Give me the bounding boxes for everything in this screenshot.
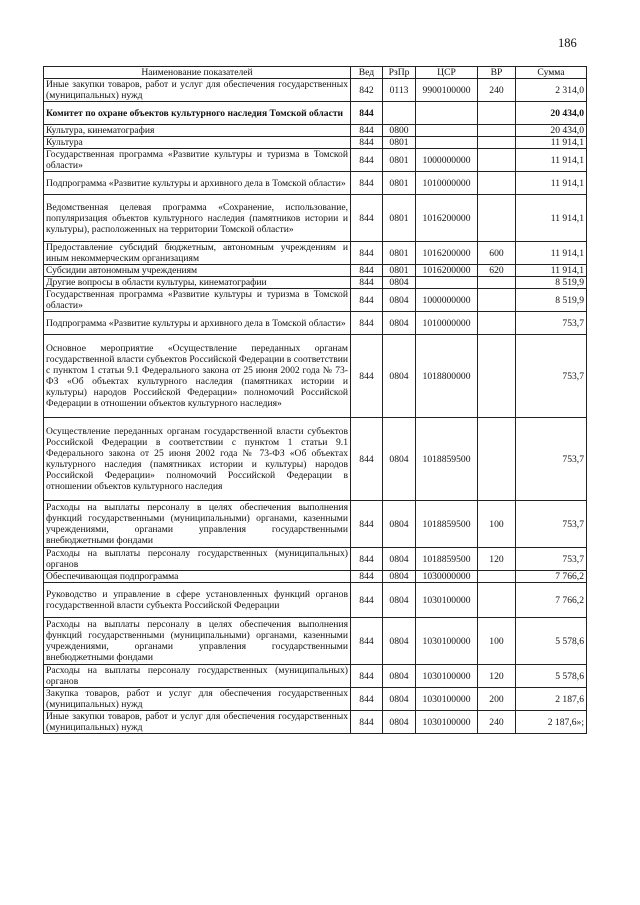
row-csr: 1030100000 [416, 711, 478, 734]
row-ved: 844 [351, 312, 383, 335]
row-vr [478, 289, 516, 312]
row-ved: 844 [351, 571, 383, 583]
row-sum: 11 914,1 [516, 172, 587, 195]
row-csr [416, 137, 478, 149]
row-rzpr: 0804 [383, 289, 416, 312]
row-rzpr: 0804 [383, 583, 416, 618]
column-header-ved: Вед [351, 67, 383, 79]
row-ved: 844 [351, 137, 383, 149]
row-csr: 1018859500 [416, 501, 478, 548]
row-name: Государственная программа «Развитие культуры и туризма в Томской области» [44, 149, 351, 172]
row-sum: 8 519,9 [516, 277, 587, 289]
column-header-vr: ВР [478, 67, 516, 79]
row-sum: 8 519,9 [516, 289, 587, 312]
row-ved: 844 [351, 102, 383, 125]
row-rzpr: 0804 [383, 277, 416, 289]
table-row [44, 688, 587, 711]
row-vr: 200 [478, 688, 516, 711]
row-vr: 240 [478, 711, 516, 734]
row-name: Расходы на выплаты персоналу государственных (муниципальных) органов [44, 548, 351, 571]
row-name: Обеспечивающая подпрограмма [44, 571, 351, 583]
row-rzpr: 0800 [383, 125, 416, 137]
row-vr [478, 335, 516, 418]
row-rzpr: 0804 [383, 335, 416, 418]
row-vr: 600 [478, 242, 516, 265]
row-name: Комитет по охране объектов культурного наследия Томской области [44, 102, 351, 125]
row-ved: 844 [351, 277, 383, 289]
table-row [44, 242, 587, 265]
row-csr: 1016200000 [416, 242, 478, 265]
table-row [44, 125, 587, 137]
row-ved: 844 [351, 335, 383, 418]
row-sum: 11 914,1 [516, 137, 587, 149]
row-vr [478, 583, 516, 618]
row-name: Другие вопросы в области культуры, кинематографии [44, 277, 351, 289]
row-sum: 753,7 [516, 548, 587, 571]
table-row [44, 312, 587, 335]
row-csr: 1000000000 [416, 149, 478, 172]
column-header-csr: ЦСР [416, 67, 478, 79]
table-row [44, 137, 587, 149]
row-ved: 844 [351, 242, 383, 265]
row-ved: 844 [351, 548, 383, 571]
row-sum: 753,7 [516, 335, 587, 418]
row-vr [478, 172, 516, 195]
row-sum: 11 914,1 [516, 242, 587, 265]
column-header-sum: Сумма [516, 67, 587, 79]
row-sum: 2 187,6 [516, 688, 587, 711]
row-rzpr: 0804 [383, 418, 416, 501]
row-csr: 1016200000 [416, 195, 478, 242]
row-rzpr: 0804 [383, 711, 416, 734]
row-ved: 844 [351, 418, 383, 501]
row-vr: 100 [478, 501, 516, 548]
row-vr [478, 195, 516, 242]
row-rzpr: 0801 [383, 172, 416, 195]
row-csr: 1018859500 [416, 548, 478, 571]
table-row [44, 79, 587, 102]
table-row [44, 149, 587, 172]
row-csr [416, 277, 478, 289]
row-sum: 11 914,1 [516, 149, 587, 172]
row-rzpr: 0804 [383, 312, 416, 335]
row-vr [478, 418, 516, 501]
row-sum: 5 578,6 [516, 665, 587, 688]
row-sum: 7 766,2 [516, 583, 587, 618]
table-row [44, 195, 587, 242]
row-sum: 2 314,0 [516, 79, 587, 102]
row-csr: 1030100000 [416, 688, 478, 711]
row-name: Расходы на выплаты персоналу в целях обеспечения выполнения функций государственными (муниципальными) органами, казенными учреждениями, органами управления государственными внебюджетными фондами [44, 618, 351, 665]
row-sum: 5 578,6 [516, 618, 587, 665]
table-row [44, 548, 587, 571]
row-vr [478, 102, 516, 125]
row-name: Иные закупки товаров, работ и услуг для обеспечения государственных (муниципальных) нужд [44, 79, 351, 102]
row-rzpr: 0801 [383, 242, 416, 265]
row-name: Расходы на выплаты персоналу в целях обеспечения выполнения функций государственными (муниципальными) органами, казенными учреждениями, органами управления государственными внебюджетными фондами [44, 501, 351, 548]
row-name: Предоставление субсидий бюджетным, автономным учреждениям и иным некоммерческим организациям [44, 242, 351, 265]
row-ved: 844 [351, 125, 383, 137]
row-rzpr: 0801 [383, 137, 416, 149]
table-row [44, 583, 587, 618]
row-csr: 1018859500 [416, 418, 478, 501]
column-header-rzpr: РзПр [383, 67, 416, 79]
row-name: Культура [44, 137, 351, 149]
table-row [44, 711, 587, 734]
row-vr: 120 [478, 665, 516, 688]
table-row [44, 289, 587, 312]
table-header-row [44, 67, 587, 79]
row-ved: 844 [351, 289, 383, 312]
table-row [44, 335, 587, 418]
row-vr: 120 [478, 548, 516, 571]
row-csr: 1030100000 [416, 618, 478, 665]
row-ved: 844 [351, 149, 383, 172]
table-row [44, 501, 587, 548]
page-number: 186 [558, 36, 577, 50]
row-rzpr: 0804 [383, 571, 416, 583]
row-ved: 844 [351, 172, 383, 195]
row-vr: 100 [478, 618, 516, 665]
row-vr [478, 312, 516, 335]
row-ved: 844 [351, 501, 383, 548]
row-rzpr: 0804 [383, 501, 416, 548]
table-row [44, 571, 587, 583]
row-ved: 844 [351, 665, 383, 688]
row-rzpr: 0804 [383, 688, 416, 711]
table-row [44, 277, 587, 289]
row-ved: 844 [351, 618, 383, 665]
row-sum: 20 434,0 [516, 102, 587, 125]
row-csr: 1010000000 [416, 312, 478, 335]
row-ved: 844 [351, 711, 383, 734]
table-row [44, 265, 587, 277]
row-name: Субсидии автономным учреждениям [44, 265, 351, 277]
row-sum: 2 187,6»; [516, 711, 587, 734]
row-csr: 1018800000 [416, 335, 478, 418]
row-rzpr: 0801 [383, 149, 416, 172]
row-name: Ведомственная целевая программа «Сохранение, использование, популяризация объектов культурного наследия (памятников истории и культуры), расположенных на территории Томской области» [44, 195, 351, 242]
row-rzpr: 0804 [383, 618, 416, 665]
row-csr: 1030100000 [416, 665, 478, 688]
row-vr: 240 [478, 79, 516, 102]
row-rzpr: 0801 [383, 195, 416, 242]
budget-table [43, 66, 587, 734]
row-csr: 1030100000 [416, 583, 478, 618]
table-row [44, 102, 587, 125]
row-csr: 1000000000 [416, 289, 478, 312]
table-row [44, 172, 587, 195]
row-ved: 842 [351, 79, 383, 102]
row-ved: 844 [351, 265, 383, 277]
row-csr: 1010000000 [416, 172, 478, 195]
row-csr: 1016200000 [416, 265, 478, 277]
row-name: Руководство и управление в сфере установленных функций органов государственной власти субъекта Российской Федерации [44, 583, 351, 618]
row-name: Подпрограмма «Развитие культуры и архивного дела в Томской области» [44, 312, 351, 335]
row-name: Осуществление переданных органам государственной власти субъектов Российской Федерации в соответствии с пунктом 1 статьи 9.1 Федерального закона от 25 июня 2002 года № 73-ФЗ «Об объектах культурного наследия (памятниках истории и культуры) народов Российской Федерации» полномочий Российской Федерации в отношении объектов культурного наследия [44, 418, 351, 501]
row-sum: 753,7 [516, 418, 587, 501]
row-vr [478, 137, 516, 149]
table-row [44, 665, 587, 688]
row-rzpr [383, 102, 416, 125]
row-vr: 620 [478, 265, 516, 277]
row-sum: 753,7 [516, 312, 587, 335]
row-name: Закупка товаров, работ и услуг для обеспечения государственных (муниципальных) нужд [44, 688, 351, 711]
row-name: Основное мероприятие «Осуществление переданных органам государственной власти субъектов Российской Федерации в соответствии с пунктом 1 статьи 9.1 Федерального закона от 25 июня 2002 года № 73-ФЗ «Об объектах культурного наследия (памятниках истории и культуры) народов Российской Федерации» полномочий Российской Федерации в отношении объектов культурного наследия» [44, 335, 351, 418]
row-vr [478, 149, 516, 172]
row-sum: 20 434,0 [516, 125, 587, 137]
row-name: Подпрограмма «Развитие культуры и архивного дела в Томской области» [44, 172, 351, 195]
row-rzpr: 0113 [383, 79, 416, 102]
row-name: Расходы на выплаты персоналу государственных (муниципальных) органов [44, 665, 351, 688]
row-csr [416, 125, 478, 137]
row-sum: 11 914,1 [516, 265, 587, 277]
row-ved: 844 [351, 195, 383, 242]
column-header-name: Наименование показателей [44, 67, 351, 79]
row-vr [478, 571, 516, 583]
row-sum: 7 766,2 [516, 571, 587, 583]
row-ved: 844 [351, 583, 383, 618]
row-vr [478, 125, 516, 137]
table-row [44, 418, 587, 501]
row-ved: 844 [351, 688, 383, 711]
row-name: Иные закупки товаров, работ и услуг для обеспечения государственных (муниципальных) нужд [44, 711, 351, 734]
row-rzpr: 0804 [383, 665, 416, 688]
row-sum: 753,7 [516, 501, 587, 548]
row-csr: 9900100000 [416, 79, 478, 102]
row-name: Культура, кинематография [44, 125, 351, 137]
row-vr [478, 277, 516, 289]
row-sum: 11 914,1 [516, 195, 587, 242]
row-csr: 1030000000 [416, 571, 478, 583]
row-rzpr: 0804 [383, 548, 416, 571]
table-row [44, 618, 587, 665]
row-csr [416, 102, 478, 125]
row-rzpr: 0801 [383, 265, 416, 277]
row-name: Государственная программа «Развитие культуры и туризма в Томской области» [44, 289, 351, 312]
